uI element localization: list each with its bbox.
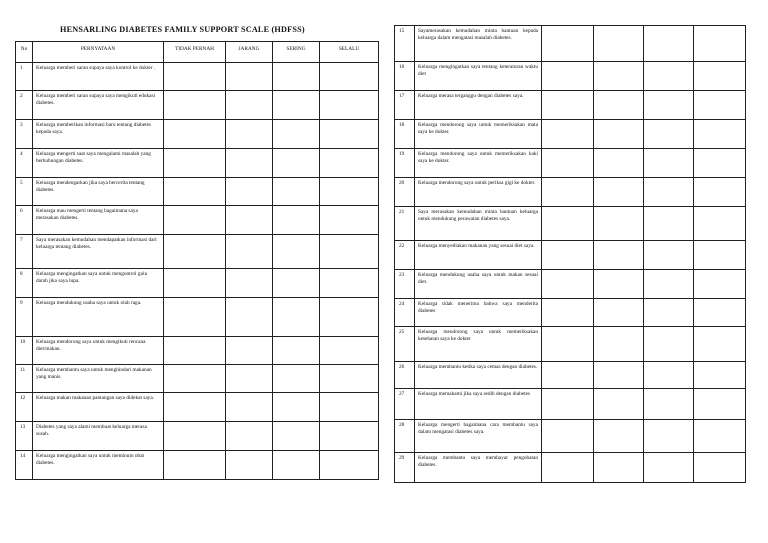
answer-cell-tidak-pernah[interactable] <box>164 269 226 298</box>
answer-cell-selalu[interactable] <box>320 269 379 298</box>
item-statement: Keluarga mengingatkan saya untuk meminum obat diabetes. <box>33 451 164 480</box>
item-number: 26 <box>395 362 415 389</box>
answer-cell-selalu[interactable] <box>320 63 379 91</box>
item-number: 10 <box>16 337 33 365</box>
answer-cell-tidak-pernah[interactable] <box>164 149 226 178</box>
answer-cell-selalu[interactable] <box>320 149 379 178</box>
answer-cell-sering[interactable] <box>273 393 320 422</box>
item-number: 17 <box>395 91 415 120</box>
table-row <box>16 178 379 206</box>
item-number: 7 <box>16 235 33 269</box>
item-statement: Keluarga mendorong saya untuk memeriksakan kaki saya ke dokter. <box>415 149 542 178</box>
table-row <box>16 235 379 269</box>
answer-cell-sering[interactable] <box>644 26 694 62</box>
table-row <box>16 393 379 422</box>
table-row <box>16 91 379 120</box>
answer-cell-selalu[interactable] <box>694 207 746 241</box>
item-number: 19 <box>395 149 415 178</box>
item-number: 15 <box>395 26 415 62</box>
answer-cell-sering[interactable] <box>644 420 694 453</box>
answer-cell-selalu[interactable] <box>694 120 746 149</box>
item-number: 25 <box>395 327 415 362</box>
questionnaire-table-right <box>394 25 746 483</box>
answer-cell-selalu[interactable] <box>694 241 746 270</box>
answer-cell-jarang[interactable] <box>226 337 273 365</box>
item-statement: Keluarga menyediakan makanan yang sesuai diet saya. <box>415 241 542 270</box>
item-number: 11 <box>16 365 33 393</box>
answer-cell-selalu[interactable] <box>320 235 379 269</box>
answer-cell-sering[interactable] <box>273 337 320 365</box>
item-statement: Keluarga memberi saran supaya saya kontrol ke dokter . <box>33 63 164 91</box>
answer-cell-jarang[interactable] <box>594 91 644 120</box>
table-row <box>395 62 746 91</box>
item-statement: Keluarga merasa terganggu dengan diabetes saya. <box>415 91 542 120</box>
answer-cell-sering[interactable] <box>644 270 694 299</box>
answer-cell-sering[interactable] <box>273 91 320 120</box>
item-number: 24 <box>395 299 415 327</box>
table-row <box>16 337 379 365</box>
item-number: 28 <box>395 420 415 453</box>
answer-cell-tidak-pernah[interactable] <box>542 270 594 299</box>
answer-cell-jarang[interactable] <box>594 362 644 389</box>
item-number: 21 <box>395 207 415 241</box>
answer-cell-sering[interactable] <box>644 178 694 207</box>
answer-cell-tidak-pernah[interactable] <box>542 299 594 327</box>
answer-cell-selalu[interactable] <box>320 178 379 206</box>
answer-cell-sering[interactable] <box>273 451 320 480</box>
answer-cell-selalu[interactable] <box>320 91 379 120</box>
table-row <box>395 120 746 149</box>
table-row <box>395 420 746 453</box>
item-number: 29 <box>395 453 415 483</box>
item-number: 9 <box>16 298 33 337</box>
item-statement: Keluarga mengerti bagaimana cara membantu saya dalam mengatasi diabetes saya. <box>415 420 542 453</box>
answer-cell-jarang[interactable] <box>226 149 273 178</box>
item-number: 18 <box>395 120 415 149</box>
item-number: 1 <box>16 63 33 91</box>
item-number: 27 <box>395 389 415 420</box>
item-number: 12 <box>16 393 33 422</box>
answer-cell-selalu[interactable] <box>320 393 379 422</box>
answer-cell-tidak-pernah[interactable] <box>164 298 226 337</box>
answer-cell-jarang[interactable] <box>226 235 273 269</box>
answer-cell-tidak-pernah[interactable] <box>542 207 594 241</box>
answer-cell-sering[interactable] <box>644 62 694 91</box>
answer-cell-selalu[interactable] <box>694 327 746 362</box>
item-statement: Keluarga mengingatkan saya untuk mengontrol gula darah jika saya lupa. <box>33 269 164 298</box>
questionnaire-table-left <box>15 41 379 480</box>
table-row <box>16 451 379 480</box>
answer-cell-jarang[interactable] <box>226 91 273 120</box>
answer-cell-selalu[interactable] <box>320 365 379 393</box>
answer-cell-tidak-pernah[interactable] <box>164 63 226 91</box>
answer-cell-jarang[interactable] <box>594 241 644 270</box>
answer-cell-selalu[interactable] <box>320 206 379 235</box>
col-header-no: No <box>16 42 33 63</box>
answer-cell-jarang[interactable] <box>226 120 273 149</box>
table-row <box>16 206 379 235</box>
answer-cell-tidak-pernah[interactable] <box>542 62 594 91</box>
answer-cell-sering[interactable] <box>273 235 320 269</box>
table-row <box>16 149 379 178</box>
col-header-jarang: JARANG <box>226 42 273 63</box>
col-header-pernyataan: PERNYATAAN <box>33 42 164 63</box>
answer-cell-tidak-pernah[interactable] <box>542 178 594 207</box>
answer-cell-jarang[interactable] <box>226 206 273 235</box>
answer-cell-jarang[interactable] <box>226 63 273 91</box>
answer-cell-jarang[interactable] <box>226 451 273 480</box>
table-row <box>395 26 746 62</box>
answer-cell-selalu[interactable] <box>694 362 746 389</box>
item-number: 13 <box>16 422 33 451</box>
item-statement: Keluarga mendengarkan jika saya bercerita tentang diabetes. <box>33 178 164 206</box>
answer-cell-selalu[interactable] <box>694 270 746 299</box>
item-number: 16 <box>395 62 415 91</box>
table-row <box>395 453 746 483</box>
answer-cell-tidak-pernah[interactable] <box>164 178 226 206</box>
item-number: 3 <box>16 120 33 149</box>
answer-cell-selalu[interactable] <box>320 337 379 365</box>
answer-cell-tidak-pernah[interactable] <box>542 327 594 362</box>
answer-cell-sering[interactable] <box>273 63 320 91</box>
answer-cell-tidak-pernah[interactable] <box>542 91 594 120</box>
item-statement: Sayamerasakan kemudahan minta bantuan kepada keluarga dalam mengatasi masalah diabetes. <box>415 26 542 62</box>
answer-cell-jarang[interactable] <box>594 389 644 420</box>
answer-cell-tidak-pernah[interactable] <box>164 120 226 149</box>
answer-cell-selalu[interactable] <box>694 149 746 178</box>
answer-cell-sering[interactable] <box>644 149 694 178</box>
answer-cell-tidak-pernah[interactable] <box>542 453 594 483</box>
answer-cell-jarang[interactable] <box>226 393 273 422</box>
answer-cell-tidak-pernah[interactable] <box>542 26 594 62</box>
answer-cell-selalu[interactable] <box>320 120 379 149</box>
page-title: HENSARLING DIABETES FAMILY SUPPORT SCALE (HDFSS) <box>60 25 305 34</box>
item-statement: Keluarga mendorong saya untuk mengikuti rencana diet/makan. <box>33 337 164 365</box>
item-number: 2 <box>16 91 33 120</box>
answer-cell-jarang[interactable] <box>226 365 273 393</box>
answer-cell-tidak-pernah[interactable] <box>542 149 594 178</box>
answer-cell-tidak-pernah[interactable] <box>542 362 594 389</box>
table-row <box>395 149 746 178</box>
answer-cell-selalu[interactable] <box>694 453 746 483</box>
table-row <box>395 241 746 270</box>
item-number: 5 <box>16 178 33 206</box>
answer-cell-jarang[interactable] <box>594 178 644 207</box>
table-row <box>16 365 379 393</box>
item-number: 6 <box>16 206 33 235</box>
table-row <box>395 207 746 241</box>
table-row <box>395 178 746 207</box>
item-number: 14 <box>16 451 33 480</box>
answer-cell-selalu[interactable] <box>694 26 746 62</box>
answer-cell-sering[interactable] <box>644 241 694 270</box>
answer-cell-jarang[interactable] <box>226 298 273 337</box>
answer-cell-jarang[interactable] <box>594 207 644 241</box>
answer-cell-jarang[interactable] <box>594 299 644 327</box>
item-number: 8 <box>16 269 33 298</box>
item-statement: Keluarga memberi saran supaya saya mengikuti edukasi diabetes. <box>33 91 164 120</box>
answer-cell-sering[interactable] <box>644 389 694 420</box>
table-row <box>395 389 746 420</box>
item-number: 23 <box>395 270 415 299</box>
answer-cell-sering[interactable] <box>273 365 320 393</box>
item-number: 20 <box>395 178 415 207</box>
col-header-selalu: SELALU <box>320 42 379 63</box>
table-row <box>16 63 379 91</box>
answer-cell-selalu[interactable] <box>694 389 746 420</box>
table-row <box>395 270 746 299</box>
answer-cell-sering[interactable] <box>273 422 320 451</box>
item-statement: Keluarga mau mengerti tentang bagaimana saya merasakan diabetes. <box>33 206 164 235</box>
answer-cell-tidak-pernah[interactable] <box>164 422 226 451</box>
answer-cell-selalu[interactable] <box>320 451 379 480</box>
answer-cell-sering[interactable] <box>644 453 694 483</box>
item-statement: Keluarga memahami jika saya sedih dengan diabetes <box>415 389 542 420</box>
item-statement: Saya merasakan kemudahan minta bantuan keluarga untuk mendukung perawatan diabetes saya. <box>415 207 542 241</box>
answer-cell-sering[interactable] <box>644 120 694 149</box>
answer-cell-jarang[interactable] <box>594 327 644 362</box>
item-statement: Keluarga memberikan informasi baru tentang diabetes kepada saya. <box>33 120 164 149</box>
answer-cell-jarang[interactable] <box>226 422 273 451</box>
answer-cell-tidak-pernah[interactable] <box>164 235 226 269</box>
answer-cell-selalu[interactable] <box>320 298 379 337</box>
item-statement: Keluarga mengingatkan saya tentang keteraturan waktu diet <box>415 62 542 91</box>
answer-cell-tidak-pernah[interactable] <box>164 451 226 480</box>
answer-cell-jarang[interactable] <box>226 178 273 206</box>
answer-cell-jarang[interactable] <box>594 26 644 62</box>
table-row <box>16 120 379 149</box>
answer-cell-selalu[interactable] <box>694 420 746 453</box>
item-statement: Keluarga mendukung usaha saya untuk olah raga. <box>33 298 164 337</box>
table-row <box>395 91 746 120</box>
answer-cell-jarang[interactable] <box>594 120 644 149</box>
table-row <box>395 327 746 362</box>
item-number: 22 <box>395 241 415 270</box>
answer-cell-jarang[interactable] <box>594 270 644 299</box>
item-statement: Diabetes yang saya alami membuat keluarga merasa susah. <box>33 422 164 451</box>
answer-cell-tidak-pernah[interactable] <box>542 120 594 149</box>
answer-cell-tidak-pernah[interactable] <box>164 393 226 422</box>
item-statement: Keluarga mendorong saya untuk memeriksakan mata saya ke dokter. <box>415 120 542 149</box>
answer-cell-selalu[interactable] <box>694 62 746 91</box>
answer-cell-sering[interactable] <box>273 120 320 149</box>
answer-cell-tidak-pernah[interactable] <box>542 420 594 453</box>
answer-cell-sering[interactable] <box>273 206 320 235</box>
answer-cell-jarang[interactable] <box>226 269 273 298</box>
table-row <box>16 269 379 298</box>
table-row <box>16 422 379 451</box>
answer-cell-jarang[interactable] <box>594 62 644 91</box>
answer-cell-selalu[interactable] <box>694 91 746 120</box>
item-statement: Keluarga mengerti saat saya mengalami masalah yang berhubungan diabetes. <box>33 149 164 178</box>
answer-cell-tidak-pernah[interactable] <box>164 91 226 120</box>
item-statement: Keluarga membantu saya untuk menghindari makanan yang manis. <box>33 365 164 393</box>
item-statement: Keluarga makan makanan pantangan saya didekat saya. <box>33 393 164 422</box>
item-statement: Keluarga mendorong saya untuk memeriksakan kesehatan saya ke dokter <box>415 327 542 362</box>
table-row <box>395 362 746 389</box>
answer-cell-sering[interactable] <box>273 178 320 206</box>
answer-cell-sering[interactable] <box>644 91 694 120</box>
answer-cell-sering[interactable] <box>644 327 694 362</box>
answer-cell-tidak-pernah[interactable] <box>164 365 226 393</box>
item-statement: Keluarga mendukung usaha saya untuk makan sesuai diet. <box>415 270 542 299</box>
answer-cell-sering[interactable] <box>644 362 694 389</box>
answer-cell-sering[interactable] <box>273 149 320 178</box>
item-number: 4 <box>16 149 33 178</box>
header-row <box>16 42 379 63</box>
item-statement: Saya merasakan kemudahan mendapatkan informasi dari keluarga tentang diabetes. <box>33 235 164 269</box>
item-statement: Keluarga membantu ketika saya cemas dengan diabetes. <box>415 362 542 389</box>
table-row <box>395 299 746 327</box>
answer-cell-selalu[interactable] <box>694 178 746 207</box>
answer-cell-tidak-pernah[interactable] <box>542 241 594 270</box>
table-row <box>16 298 379 337</box>
col-header-sering: SERING <box>273 42 320 63</box>
answer-cell-jarang[interactable] <box>594 420 644 453</box>
answer-cell-tidak-pernah[interactable] <box>164 337 226 365</box>
item-statement: Keluarga membantu saya membayar pengobatan diabetes. <box>415 453 542 483</box>
answer-cell-sering[interactable] <box>273 298 320 337</box>
item-statement: Keluarga tidak menerima bahwa saya menderita diabetes <box>415 299 542 327</box>
answer-cell-jarang[interactable] <box>594 453 644 483</box>
answer-cell-selalu[interactable] <box>320 422 379 451</box>
answer-cell-tidak-pernah[interactable] <box>542 389 594 420</box>
answer-cell-tidak-pernah[interactable] <box>164 206 226 235</box>
item-statement: Keluarga mendorong saya untuk periksa gigi ke dokter. <box>415 178 542 207</box>
answer-cell-jarang[interactable] <box>594 149 644 178</box>
answer-cell-sering[interactable] <box>644 299 694 327</box>
answer-cell-sering[interactable] <box>273 269 320 298</box>
answer-cell-sering[interactable] <box>644 207 694 241</box>
answer-cell-selalu[interactable] <box>694 299 746 327</box>
col-header-tidak-pernah: TIDAK PERNAH <box>164 42 226 63</box>
